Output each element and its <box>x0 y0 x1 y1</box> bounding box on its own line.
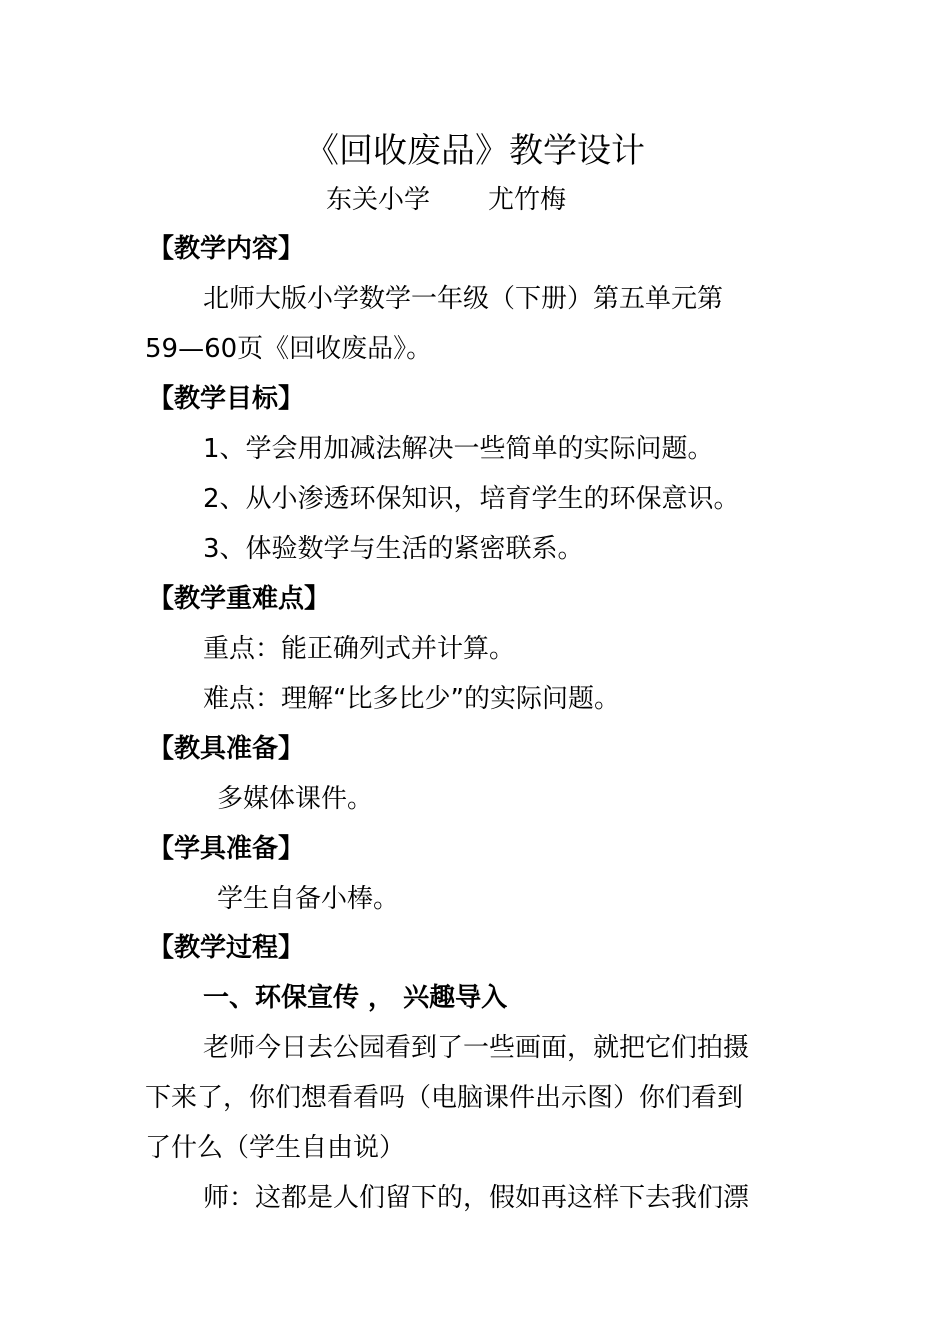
difficult-point-text: 难点：理解“比多比少”的实际问题。 <box>203 684 620 714</box>
goal-item-3: 3、体验数学与生活的紧密联系。 <box>203 534 584 564</box>
paragraph-2-line-1: 师：这都是人们留下的，假如再这样下去我们漂 <box>203 1183 750 1213</box>
section-heading-process: 【教学过程】 <box>148 933 305 963</box>
content-text-line-1: 北师大版小学数学一年级（下册）第五单元第 <box>203 284 724 314</box>
author-name: 尤竹梅 <box>488 185 567 215</box>
step-1-title: 一、环保宣传 ， 兴趣导入 <box>203 983 508 1013</box>
teacher-tools-text: 多媒体课件。 <box>217 784 374 814</box>
page-title: 《回收废品》教学设计 <box>305 131 645 171</box>
section-heading-student-tools: 【学具准备】 <box>148 834 305 864</box>
section-heading-goals: 【教学目标】 <box>148 384 305 414</box>
student-tools-text: 学生自备小棒。 <box>217 884 400 914</box>
paragraph-1-line-1: 老师今日去公园看到了一些画面，就把它们拍摄 <box>203 1033 750 1063</box>
key-point-text: 重点：能正确列式并计算。 <box>203 634 516 664</box>
section-heading-teacher-tools: 【教具准备】 <box>148 734 305 764</box>
section-heading-key-points: 【教学重难点】 <box>148 584 331 614</box>
paragraph-1-line-3: 了什么（学生自由说） <box>145 1133 406 1163</box>
byline <box>326 180 566 220</box>
content-text-line-2: 59—60页《回收废品》。 <box>145 334 433 364</box>
section-heading-content: 【教学内容】 <box>148 234 305 264</box>
goal-item-1: 1、学会用加减法解决一些简单的实际问题。 <box>203 434 714 464</box>
paragraph-1-line-2: 下来了，你们想看看吗（电脑课件出示图）你们看到 <box>145 1083 744 1113</box>
school-name: 东关小学 <box>326 185 431 215</box>
goal-item-2: 2、从小渗透环保知识，培育学生的环保意识。 <box>203 484 740 514</box>
